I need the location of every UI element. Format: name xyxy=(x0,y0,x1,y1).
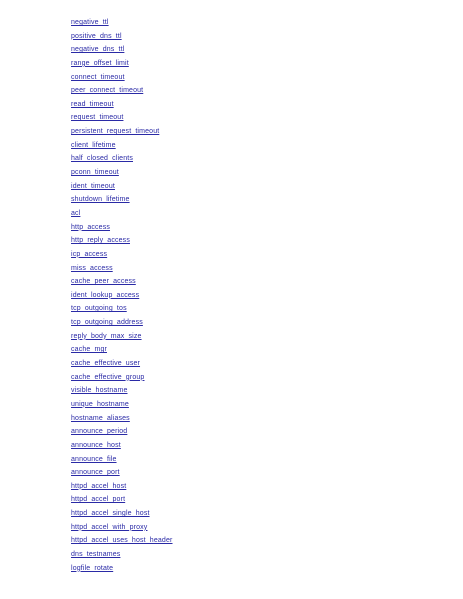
directive-link-visible-hostname[interactable]: visible_hostname xyxy=(71,387,128,395)
list-item xyxy=(71,495,173,509)
directive-link-announce-period[interactable]: announce_period xyxy=(71,428,128,436)
directive-link-cache-mgr[interactable]: cache_mgr xyxy=(71,346,107,354)
list-item xyxy=(71,427,173,441)
list-item xyxy=(71,359,173,373)
list-item xyxy=(71,536,173,550)
directive-link-negative-ttl[interactable]: negative_ttl xyxy=(71,19,109,26)
list-item xyxy=(71,182,173,196)
list-item xyxy=(71,45,173,59)
list-item xyxy=(71,318,173,332)
directive-link-httpd-accel-single-host[interactable]: httpd_accel_single_host xyxy=(71,510,150,518)
list-item xyxy=(71,141,173,155)
directive-link-negative-dns-ttl[interactable]: negative_dns_ttl xyxy=(71,46,125,54)
directive-link-range-offset-limit[interactable]: range_offset_limit xyxy=(71,59,129,67)
directive-link-positive-dns-ttl[interactable]: positive_dns_ttl xyxy=(71,32,122,40)
list-item xyxy=(71,127,173,141)
directive-link-logfile-rotate[interactable]: logfile_rotate xyxy=(71,564,114,572)
list-item xyxy=(71,277,173,291)
directive-link-half-closed-clients[interactable]: half_closed_clients xyxy=(71,155,133,163)
directive-link-list xyxy=(71,18,173,577)
list-item xyxy=(71,482,173,496)
directive-link-persistent-request-timeout[interactable]: persistent_request_timeout xyxy=(71,128,160,136)
list-item xyxy=(71,154,173,168)
list-item xyxy=(71,291,173,305)
list-item xyxy=(71,250,173,264)
directive-link-peer-connect-timeout[interactable]: peer_connect_timeout xyxy=(71,87,144,95)
list-item xyxy=(71,400,173,414)
list-item xyxy=(71,304,173,318)
list-item xyxy=(71,209,173,223)
directive-link-client-lifetime[interactable]: client_lifetime xyxy=(71,141,116,149)
directive-link-http-reply-access[interactable]: http_reply_access xyxy=(71,237,130,245)
list-item xyxy=(71,386,173,400)
directive-link-httpd-accel-host[interactable]: httpd_accel_host xyxy=(71,482,127,490)
directive-link-cache-effective-user[interactable]: cache_effective_user xyxy=(71,360,141,368)
list-item xyxy=(71,168,173,182)
list-item xyxy=(71,59,173,73)
directive-link-tcp-outgoing-tos[interactable]: tcp_outgoing_tos xyxy=(71,305,127,313)
list-item xyxy=(71,73,173,87)
directive-link-shutdown-lifetime[interactable]: shutdown_lifetime xyxy=(71,196,130,204)
directive-link-httpd-accel-uses-host-header[interactable]: httpd_accel_uses_host_header xyxy=(71,537,173,545)
directive-link-announce-host[interactable]: announce_host xyxy=(71,441,121,449)
list-item xyxy=(71,455,173,469)
directive-link-miss-access[interactable]: miss_access xyxy=(71,264,113,272)
list-item xyxy=(71,441,173,455)
directive-link-unique-hostname[interactable]: unique_hostname xyxy=(71,400,129,408)
list-item xyxy=(71,32,173,46)
list-item xyxy=(71,468,173,482)
directive-link-reply-body-max-size[interactable]: reply_body_max_size xyxy=(71,332,142,340)
directive-link-cache-peer-access[interactable]: cache_peer_access xyxy=(71,278,136,286)
directive-link-ident-lookup-access[interactable]: ident_lookup_access xyxy=(71,291,140,299)
directive-link-http-access[interactable]: http_access xyxy=(71,223,111,231)
directive-link-connect-timeout[interactable]: connect_timeout xyxy=(71,73,125,81)
directive-link-httpd-accel-with-proxy[interactable]: httpd_accel_with_proxy xyxy=(71,523,148,531)
directive-link-httpd-accel-port[interactable]: httpd_accel_port xyxy=(71,496,126,504)
directive-link-cache-effective-group[interactable]: cache_effective_group xyxy=(71,373,145,381)
directive-link-pconn-timeout[interactable]: pconn_timeout xyxy=(71,169,119,177)
list-item xyxy=(71,264,173,278)
directive-link-request-timeout[interactable]: request_timeout xyxy=(71,114,124,122)
list-item xyxy=(71,195,173,209)
list-item xyxy=(71,18,173,32)
list-item xyxy=(71,509,173,523)
list-item xyxy=(71,86,173,100)
directive-link-announce-port[interactable]: announce_port xyxy=(71,469,120,477)
list-item xyxy=(71,550,173,564)
list-item xyxy=(71,373,173,387)
list-item xyxy=(71,332,173,346)
directive-link-ident-timeout[interactable]: ident_timeout xyxy=(71,182,115,190)
directive-link-read-timeout[interactable]: read_timeout xyxy=(71,100,114,108)
list-item xyxy=(71,223,173,237)
list-item xyxy=(71,113,173,127)
list-item xyxy=(71,414,173,428)
directive-link-announce-file[interactable]: announce_file xyxy=(71,455,117,463)
list-item xyxy=(71,564,173,578)
directive-link-tcp-outgoing-address[interactable]: tcp_outgoing_address xyxy=(71,319,143,327)
directive-link-acl[interactable]: acl xyxy=(71,209,81,217)
directive-link-icp-access[interactable]: icp_access xyxy=(71,250,108,258)
list-item xyxy=(71,236,173,250)
directive-link-hostname-aliases[interactable]: hostname_aliases xyxy=(71,414,130,422)
list-item xyxy=(71,523,173,537)
directive-link-dns-testnames[interactable]: dns_testnames xyxy=(71,550,121,558)
list-item xyxy=(71,100,173,114)
list-item xyxy=(71,345,173,359)
